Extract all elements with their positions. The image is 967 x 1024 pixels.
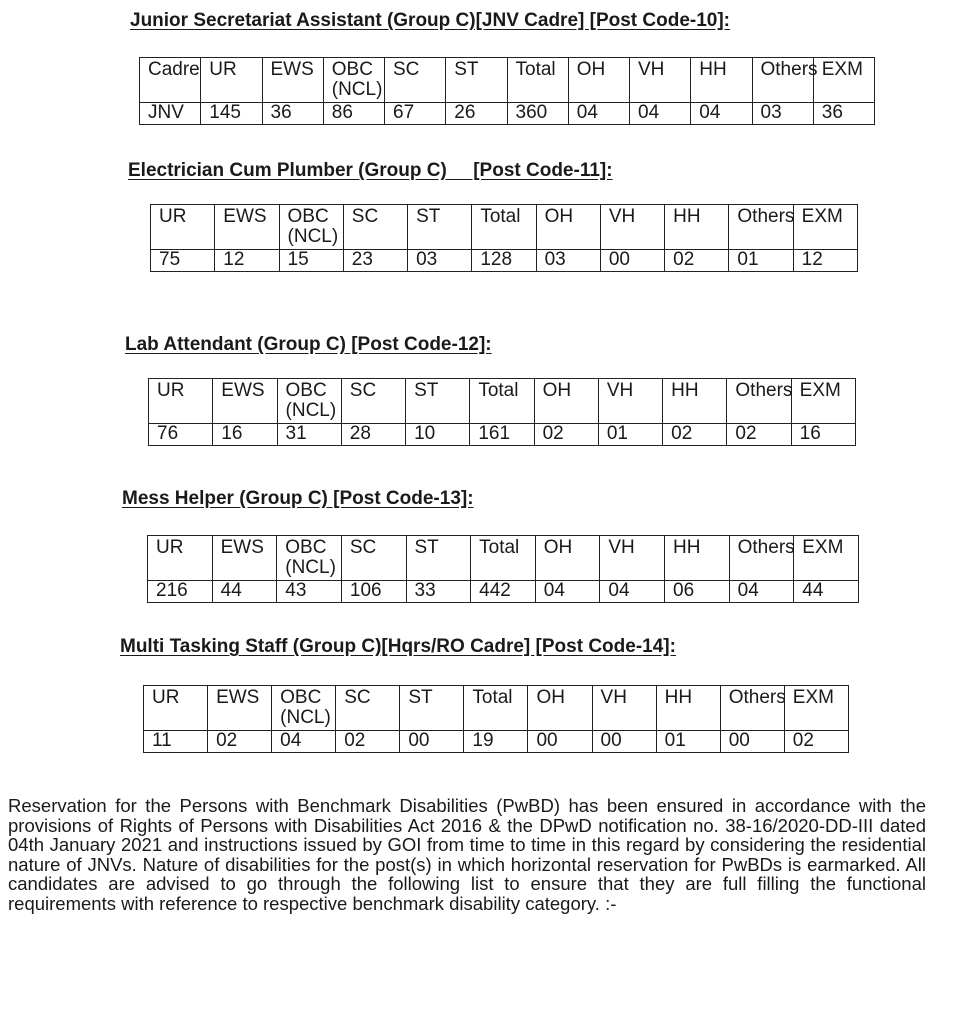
table-header-row [140, 58, 875, 103]
column-header: Cadre [140, 58, 201, 103]
table-cell: 04 [630, 103, 691, 125]
table-cell: 04 [691, 103, 752, 125]
column-header: OH [535, 536, 600, 581]
table-cell: 12 [215, 250, 279, 272]
column-header: ST [400, 686, 464, 731]
column-header: VH [592, 686, 656, 731]
column-header: OH [568, 58, 629, 103]
column-header: OH [528, 686, 592, 731]
column-header: Total [471, 536, 536, 581]
column-header: UR [201, 58, 262, 103]
table-cell: 360 [507, 103, 568, 125]
table-row [149, 424, 856, 446]
column-header: EWS [215, 205, 279, 250]
column-header: ST [406, 379, 470, 424]
column-header: OBC (NCL) [277, 536, 342, 581]
table-cell: 26 [446, 103, 507, 125]
table-cell: 00 [600, 250, 664, 272]
column-header: EWS [212, 536, 277, 581]
column-header: ST [406, 536, 471, 581]
post-code-10-table [139, 57, 875, 125]
table-cell: 03 [408, 250, 472, 272]
column-header: EWS [208, 686, 272, 731]
column-header: Others [729, 205, 793, 250]
column-header: OBC (NCL) [277, 379, 341, 424]
table-header-row [148, 536, 859, 581]
column-header: SC [341, 536, 406, 581]
table-cell: 04 [272, 731, 336, 753]
column-header: Others [720, 686, 784, 731]
table-cell: 31 [277, 424, 341, 446]
pwbd-reservation-paragraph: Reservation for the Persons with Benchmark Disabilities (PwBD) has been ensured in accordance with the provisions of Rights of Persons with Disabilities Act 2016 & the DPwD notification no. 38-16/2020-DD-III dated 04th January 2021 and instructions issued by GOI from time to time in this regard by considering the residential nature of JNVs. Nature of disabilities for the post(s) in which horizontal reservation for PwBDs is earmarked. All candidates are advised to go through the following list to ensure that they are full filling the functional requirements with reference to respective benchmark disability category. :- [8, 795, 926, 914]
column-header: EXM [813, 58, 874, 103]
column-header: HH [691, 58, 752, 103]
column-header: VH [600, 205, 664, 250]
table-header-row [151, 205, 858, 250]
table-cell: 43 [277, 581, 342, 603]
column-header: UR [148, 536, 213, 581]
table-cell: 03 [536, 250, 600, 272]
table-cell: 04 [535, 581, 600, 603]
column-header: Others [752, 58, 813, 103]
column-header: VH [630, 58, 691, 103]
table-cell: 161 [470, 424, 534, 446]
table-cell: 23 [343, 250, 407, 272]
post-code-13-table [147, 535, 859, 603]
table-cell: 01 [729, 250, 793, 272]
post-code-12-table [148, 378, 856, 446]
post-code-14-table [143, 685, 849, 753]
section-heading-post-code-11: Electrician Cum Plumber (Group C) [Post Code-11]: [128, 160, 613, 181]
table-cell: 36 [262, 103, 323, 125]
column-header: EXM [794, 536, 859, 581]
table-cell: 04 [568, 103, 629, 125]
table-cell: 75 [151, 250, 215, 272]
table-cell: 02 [665, 250, 729, 272]
table-cell: JNV [140, 103, 201, 125]
section-heading-post-code-10: Junior Secretariat Assistant (Group C)[JNV Cadre] [Post Code-10]: [130, 10, 731, 31]
column-header: Total [507, 58, 568, 103]
column-header: Total [464, 686, 528, 731]
table-cell: 12 [793, 250, 857, 272]
table-header-row [144, 686, 849, 731]
column-header: OBC (NCL) [272, 686, 336, 731]
table-cell: 04 [729, 581, 794, 603]
table-cell: 44 [794, 581, 859, 603]
column-header: VH [598, 379, 662, 424]
table-cell: 01 [598, 424, 662, 446]
table-cell: 04 [600, 581, 665, 603]
table-cell: 02 [784, 731, 848, 753]
section-heading-post-code-13: Mess Helper (Group C) [Post Code-13]: [122, 488, 474, 509]
column-header: Total [472, 205, 536, 250]
column-header: OH [536, 205, 600, 250]
table-cell: 106 [341, 581, 406, 603]
column-header: Others [727, 379, 791, 424]
column-header: Total [470, 379, 534, 424]
section-heading-post-code-12: Lab Attendant (Group C) [Post Code-12]: [125, 334, 492, 355]
table-cell: 03 [752, 103, 813, 125]
column-header: EWS [213, 379, 277, 424]
table-cell: 02 [534, 424, 598, 446]
table-cell: 145 [201, 103, 262, 125]
table-row [144, 731, 849, 753]
column-header: HH [665, 205, 729, 250]
table-cell: 28 [341, 424, 405, 446]
table-cell: 00 [528, 731, 592, 753]
column-header: OBC (NCL) [279, 205, 343, 250]
table-cell: 00 [400, 731, 464, 753]
column-header: HH [663, 379, 727, 424]
table-cell: 11 [144, 731, 208, 753]
table-cell: 86 [323, 103, 384, 125]
post-code-11-table [150, 204, 858, 272]
column-header: EXM [791, 379, 855, 424]
column-header: Others [729, 536, 794, 581]
column-header: ST [446, 58, 507, 103]
table-row [148, 581, 859, 603]
column-header: UR [151, 205, 215, 250]
column-header: OH [534, 379, 598, 424]
table-cell: 16 [791, 424, 855, 446]
column-header: SC [341, 379, 405, 424]
table-cell: 02 [336, 731, 400, 753]
table-row [140, 103, 875, 125]
table-cell: 16 [213, 424, 277, 446]
table-cell: 36 [813, 103, 874, 125]
table-cell: 01 [656, 731, 720, 753]
column-header: SC [343, 205, 407, 250]
section-heading-post-code-14: Multi Tasking Staff (Group C)[Hqrs/RO Cadre] [Post Code-14]: [120, 636, 676, 657]
table-cell: 44 [212, 581, 277, 603]
table-cell: 76 [149, 424, 213, 446]
table-cell: 67 [385, 103, 446, 125]
column-header: HH [656, 686, 720, 731]
table-cell: 216 [148, 581, 213, 603]
table-cell: 19 [464, 731, 528, 753]
table-cell: 00 [720, 731, 784, 753]
column-header: VH [600, 536, 665, 581]
table-header-row [149, 379, 856, 424]
column-header: EWS [262, 58, 323, 103]
column-header: UR [144, 686, 208, 731]
table-cell: 02 [727, 424, 791, 446]
column-header: EXM [784, 686, 848, 731]
column-header: SC [336, 686, 400, 731]
table-cell: 10 [406, 424, 470, 446]
table-cell: 00 [592, 731, 656, 753]
column-header: HH [665, 536, 730, 581]
table-cell: 02 [208, 731, 272, 753]
column-header: OBC (NCL) [323, 58, 384, 103]
table-cell: 02 [663, 424, 727, 446]
table-cell: 15 [279, 250, 343, 272]
column-header: UR [149, 379, 213, 424]
table-cell: 128 [472, 250, 536, 272]
column-header: SC [385, 58, 446, 103]
column-header: ST [408, 205, 472, 250]
table-row [151, 250, 858, 272]
table-cell: 33 [406, 581, 471, 603]
column-header: EXM [793, 205, 857, 250]
table-cell: 442 [471, 581, 536, 603]
table-cell: 06 [665, 581, 730, 603]
